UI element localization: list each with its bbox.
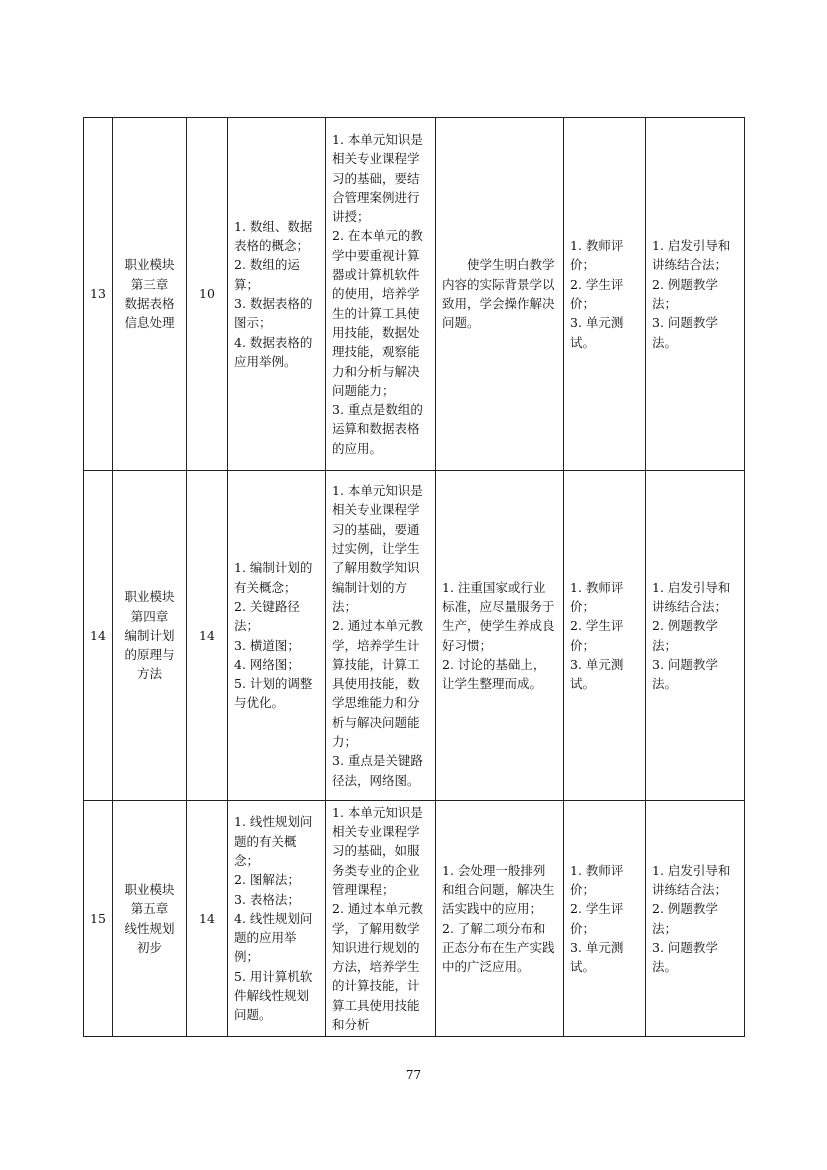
teaching-methods-line: 3. 问题教学法。 xyxy=(652,656,718,692)
teaching-methods-line: 2. 例题教学法； xyxy=(652,276,718,311)
syllabus-table xyxy=(83,117,745,1037)
row-number-text: 15 xyxy=(90,910,106,926)
teaching-requirements-line: 3. 重点是数组的运算和数据表格的应用。 xyxy=(332,402,423,456)
assessment-line: 1. 教师评价； xyxy=(570,862,624,897)
chapter-title-cell xyxy=(113,471,187,801)
row-number-cell xyxy=(84,118,113,471)
teaching-methods-line: 3. 问题教学法。 xyxy=(652,939,718,975)
teaching-methods-line: 2. 例题教学法； xyxy=(652,901,718,936)
teaching-content-line: 3. 表格法； xyxy=(234,891,300,907)
chapter-title-line: 第三章 xyxy=(130,276,169,292)
teaching-methods-line: 1. 启发引导和讲练结合法； xyxy=(652,862,731,897)
row-number-cell xyxy=(84,801,113,1037)
teaching-content-line: 2. 关键路径法； xyxy=(234,598,300,634)
assessment-line: 2. 学生评价； xyxy=(570,276,624,311)
hours-text: 14 xyxy=(199,627,215,643)
teaching-methods-line: 3. 问题教学法。 xyxy=(652,315,718,350)
chapter-title-line: 的原理与 xyxy=(124,647,175,663)
assessment-line: 2. 学生评价； xyxy=(570,618,624,653)
teaching-content-line: 2. 图解法； xyxy=(234,872,300,888)
chapter-title-line: 职业模块 xyxy=(124,257,175,273)
chapter-title-line: 初步 xyxy=(136,939,162,955)
page-number: 77 xyxy=(405,1068,422,1082)
hours-text: 14 xyxy=(199,910,215,926)
teaching-content-line: 1. 数组、数据表格的概念； xyxy=(234,218,313,254)
teaching-requirements-cell xyxy=(326,118,436,471)
chapter-title-line: 编制计划 xyxy=(124,627,175,643)
learning-goals-line: 2. 讨论的基础上，让学生整理而成。 xyxy=(442,656,546,692)
learning-goals-cell xyxy=(436,118,564,471)
teaching-content-line: 3. 横道图； xyxy=(234,637,300,653)
teaching-methods-cell xyxy=(646,118,745,471)
teaching-requirements-line: 1. 本单元知识是相关专业课程学习的基础，如服务类专业的企业管理课程； xyxy=(332,804,423,897)
teaching-content-line: 5. 用计算机软件解线性规划问题。 xyxy=(234,968,313,1023)
chapter-title-line: 数据表格 xyxy=(124,296,175,311)
teaching-requirements-line: 1. 本单元知识是相关专业课程学习的基础，要通过实例，让学生了解用数学知识编制计划的方法； xyxy=(332,483,423,614)
teaching-requirements-line: 1. 本单元知识是相关专业课程学习的基础，要结合管理案例进行讲授； xyxy=(332,131,423,225)
teaching-methods-cell xyxy=(646,801,745,1037)
chapter-title-line: 信息处理 xyxy=(124,315,175,331)
teaching-methods-line: 1. 启发引导和讲练结合法； xyxy=(652,238,731,273)
table-row xyxy=(84,118,745,471)
learning-goals-line: 1. 注重国家或行业标准，应尽量服务于生产，使学生养成良好习惯； xyxy=(442,579,555,653)
assessment-line: 1. 教师评价； xyxy=(570,579,624,614)
teaching-requirements-cell xyxy=(326,801,436,1037)
assessment-cell xyxy=(564,471,646,801)
learning-goals-line: 使学生明白教学内容的实际背景学以致用，学会操作解决问题。 xyxy=(442,257,555,331)
teaching-content-line: 5. 计划的调整与优化。 xyxy=(234,676,313,711)
row-number-text: 13 xyxy=(90,286,106,302)
assessment-line: 2. 学生评价； xyxy=(570,901,624,936)
teaching-methods-cell xyxy=(646,471,745,801)
assessment-line: 3. 单元测试。 xyxy=(570,315,624,350)
teaching-content-line: 4. 数据表格的应用举例。 xyxy=(234,334,313,369)
learning-goals-cell xyxy=(436,471,564,801)
teaching-requirements-line: 3. 重点是关键路径法，网络图。 xyxy=(332,753,423,788)
chapter-title-line: 方法 xyxy=(136,666,162,682)
hours-cell xyxy=(187,471,228,801)
teaching-content-line: 3. 数据表格的图示； xyxy=(234,296,313,331)
teaching-content-cell xyxy=(228,801,326,1037)
chapter-title-line: 第五章 xyxy=(130,901,169,917)
hours-cell xyxy=(187,118,228,471)
assessment-line: 3. 单元测试。 xyxy=(570,939,624,975)
table-row xyxy=(84,801,745,1037)
teaching-content-line: 2. 数组的运算； xyxy=(234,257,300,292)
hours-cell xyxy=(187,801,228,1037)
chapter-title-line: 第四章 xyxy=(130,608,169,624)
teaching-content-line: 4. 线性规划问题的应用举例； xyxy=(234,910,313,965)
chapter-title-line: 职业模块 xyxy=(124,589,175,605)
learning-goals-cell xyxy=(436,801,564,1037)
teaching-content-line: 1. 编制计划的有关概念； xyxy=(234,560,313,595)
row-number-text: 14 xyxy=(90,627,106,643)
learning-goals-line: 1. 会处理一般排列和组合问题，解决生活实践中的应用； xyxy=(442,862,555,917)
chapter-title-line: 职业模块 xyxy=(124,881,175,897)
teaching-requirements-line: 2. 通过本单元教学，培养学生计算技能，计算工具使用技能，数学思维能力和分析与解决问题能力； xyxy=(332,618,423,749)
teaching-methods-line: 2. 例题教学法； xyxy=(652,618,718,653)
teaching-content-line: 4. 网络图； xyxy=(234,656,300,672)
assessment-line: 3. 单元测试。 xyxy=(570,656,624,692)
teaching-methods-line: 1. 启发引导和讲练结合法； xyxy=(652,579,731,614)
assessment-line: 1. 教师评价； xyxy=(570,238,624,273)
teaching-requirements-cell xyxy=(326,471,436,801)
row-number-cell xyxy=(84,471,113,801)
teaching-content-line: 1. 线性规划问题的有关概念； xyxy=(234,814,313,868)
teaching-requirements-line: 2. 通过本单元教学，了解用数学知识进行规划的方法，培养学生的计算技能，计算工具使用技能和分析 xyxy=(332,901,423,1032)
teaching-content-cell xyxy=(228,471,326,801)
chapter-title-cell xyxy=(113,801,187,1037)
table-row xyxy=(84,471,745,801)
chapter-title-cell xyxy=(113,118,187,471)
teaching-content-cell xyxy=(228,118,326,471)
assessment-cell xyxy=(564,118,646,471)
chapter-title-line: 线性规划 xyxy=(124,920,175,936)
assessment-cell xyxy=(564,801,646,1037)
teaching-requirements-line: 2. 在本单元的教学中要重视计算器或计算机软件的使用，培养学生的计算工具使用技能，数据处理技能，观察能力和分析与解决问题能力； xyxy=(332,228,423,398)
hours-text: 10 xyxy=(199,286,215,302)
learning-goals-line: 2. 了解二项分布和正态分布在生产实践中的广泛应用。 xyxy=(442,920,555,975)
